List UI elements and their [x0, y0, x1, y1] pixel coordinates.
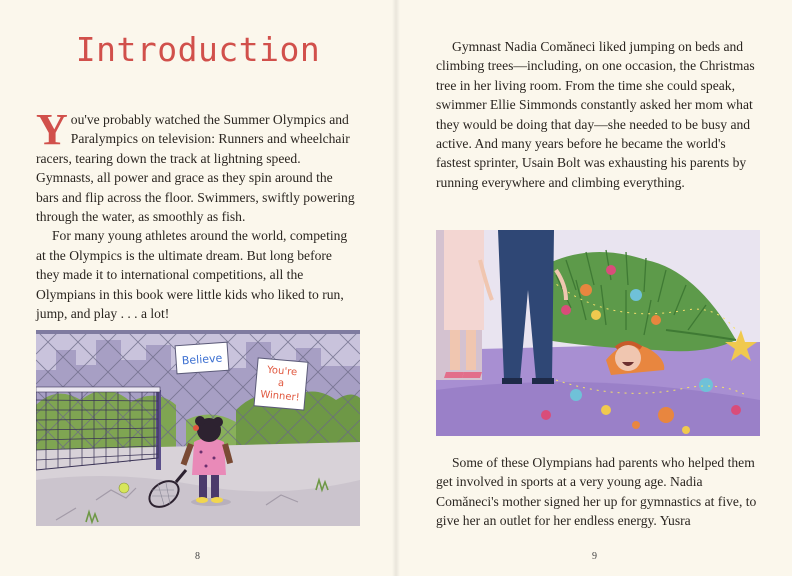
drop-cap: Y — [36, 105, 68, 154]
sign-believe-text: Believe — [181, 351, 223, 368]
christmas-scene-svg — [436, 230, 760, 436]
believe-sign — [175, 342, 229, 374]
right-body-text-bottom — [436, 453, 758, 531]
sign-winner-line1: You're — [266, 364, 298, 379]
paragraph-1-text: ou've probably watched the Summer Olympics and Paralympics on television: Runners and wheelchair racers, tearing down the track at lightning speed. Gymnasts, all power and grace as they spin around the bars and flip across the floor. Swimmers, swiftly powering through the water, as smoothly as fish. — [36, 112, 355, 225]
paragraph-2: For many young athletes around the world, competing at the Olympics is the ultimate dream. But long before they made it to international competitions, all the Olympians in this book were little kids who liked to run, jump, and play . . . a lot! — [36, 228, 348, 322]
tennis-ball — [119, 483, 129, 493]
sign-winner-line2: a — [277, 377, 285, 390]
right-body-text-top — [436, 37, 758, 192]
right-paragraph-1: Gymnast Nadia Comăneci liked jumping on beds and climbing trees—including, on one occasion, the Christmas tree in her living room. From the time she could speak, swimmer Ellie Simmonds constantly asked her mom what they would be doing that day—she needed to be busy and active. And many years before he became the world's fastest sprinter, Usain Bolt was exhausting his parents by running everywhere and climbing everything. — [436, 39, 755, 190]
winner-sign — [254, 358, 308, 410]
sign-winner-line3: Winner! — [259, 389, 301, 404]
tennis-girl-illustration — [36, 330, 360, 526]
page-number-left: 8 — [195, 551, 200, 562]
paragraph-1 — [36, 105, 358, 226]
chapter-title: Introduction — [75, 30, 321, 69]
tennis-scene-svg — [36, 330, 360, 526]
right-paragraph-2: Some of these Olympians had parents who helped them get involved in sports at a very young age. Nadia Comăneci's mother signed her up for gymnastics at five, to give her an outlet for her endless energy. Yusra — [436, 455, 757, 529]
left-body-text — [36, 105, 358, 323]
page-number-right: 9 — [592, 551, 597, 562]
christmas-tree-illustration — [436, 230, 760, 436]
